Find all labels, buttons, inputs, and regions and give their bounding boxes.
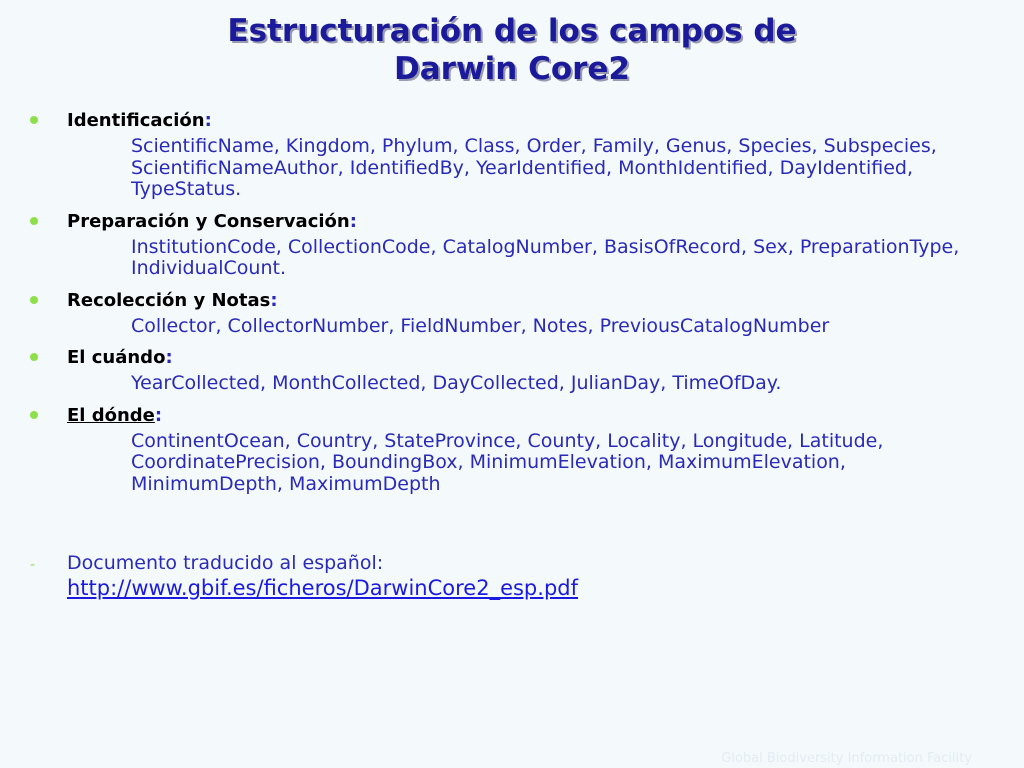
list-item-detail: Collector, CollectorNumber, FieldNumber, Notes, PreviousCatalogNumber (131, 314, 830, 337)
slide-title (0, 12, 1024, 88)
list-item-detail: ScientificName, Kingdom, Phylum, Class, Order, Family, Genus, Species, Subspecies, ScientificNameAuthor, IdentifiedBy, YearIdentified, MonthIdentified, DayIdentified, TypeStatus. (131, 135, 937, 200)
list-item-heading (30, 343, 990, 372)
list-item-heading (30, 401, 990, 430)
heading-text: Recolección y Notas (67, 289, 271, 311)
bullet-dot-icon (30, 116, 38, 124)
heading-text: El dónde (67, 404, 155, 426)
list-item-donde (30, 401, 990, 502)
bullet-list (30, 106, 990, 501)
list-item-detail: InstitutionCode, CollectionCode, CatalogNumber, BasisOfRecord, Sex, PreparationType, IndividualCount. (131, 235, 960, 279)
heading-text: Preparación y Conservación (67, 210, 350, 232)
slide-title-line-2: Darwin Core2 (394, 51, 630, 87)
pdf-link[interactable]: http://www.gbif.es/ficheros/DarwinCore2_esp.pdf (67, 576, 578, 600)
list-item-cuando (30, 343, 990, 401)
list-item-preparacion (30, 207, 990, 286)
heading-colon: : (165, 347, 173, 368)
list-item-heading (30, 106, 990, 135)
bullet-dot-icon (30, 217, 38, 225)
heading-colon: : (270, 289, 278, 311)
bullet-dot-icon (30, 411, 38, 419)
heading-colon: : (154, 404, 163, 426)
dash-bullet-icon: - (30, 557, 36, 573)
footer-text: Global Biodiversity Information Facility (721, 751, 972, 766)
translation-note (30, 552, 990, 601)
slide-title-line-1: Estructuración de los campos de (227, 13, 797, 49)
heading-colon: : (349, 210, 357, 232)
note-line (30, 552, 990, 575)
heading-colon: : (204, 110, 212, 131)
list-item-identificacion (30, 106, 990, 207)
heading-text: Identificación (67, 110, 205, 131)
heading-text: El cuándo (67, 347, 166, 368)
bullet-dot-icon (30, 296, 38, 304)
list-item-heading (30, 207, 990, 236)
list-item-detail: YearCollected, MonthCollected, DayCollected, JulianDay, TimeOfDay. (131, 372, 782, 394)
list-item-recoleccion (30, 286, 990, 344)
note-text: Documento traducido al español: (67, 552, 384, 574)
list-item-heading (30, 286, 990, 315)
bullet-dot-icon (30, 353, 38, 361)
list-item-detail: ContinentOcean, Country, StateProvince, County, Locality, Longitude, Latitude, CoordinatePrecision, BoundingBox, MinimumElevation, MaximumElevation, MinimumDepth, MaximumDepth (131, 429, 884, 495)
